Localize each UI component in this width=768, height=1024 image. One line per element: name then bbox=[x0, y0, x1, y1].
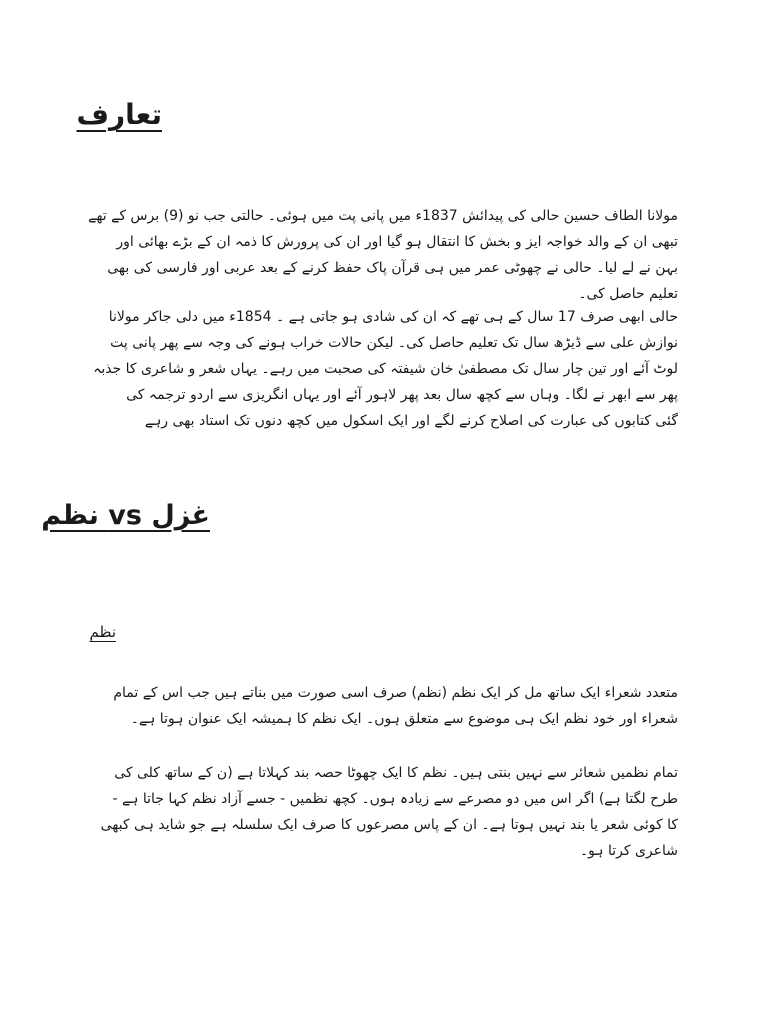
nazm-paragraph-2 bbox=[88, 760, 678, 864]
paragraph-line: بہن نے لے لیا۔ حالی نے چھوٹی عمر میں ہی قرآن پاک حفظ کرنے کے بعد عربی اور فارسی کی بھی bbox=[107, 260, 678, 276]
intro-paragraph-1 bbox=[88, 203, 678, 307]
compare-heading: غزل vs نظم bbox=[41, 500, 210, 531]
paragraph-line: مولانا الطاف حسین حالی کی پیدائش 1837ء میں پانی پت میں ہوئی۔ حالتی جب نو (9) برس کے تھے bbox=[88, 208, 678, 224]
intro-paragraph-2 bbox=[88, 304, 678, 434]
paragraph-line: نوازش علی سے ڈیڑھ سال تک تعلیم حاصل کی۔ لیکن حالات خراب ہونے کی وجہ سے پھر پانی پت bbox=[110, 335, 678, 351]
paragraph-line: گئی کتابوں کی عبارت کی اصلاح کرنے لگے اور ایک اسکول میں کچھ دنوں تک استاد بھی رہے bbox=[144, 413, 678, 429]
paragraph-line: تمام نظمیں شعائر سے نہیں بنتی ہیں۔ نظم کا ایک چھوٹا حصہ بند کہلاتا ہے (ن کے ساتھ کلی کی bbox=[114, 765, 678, 781]
paragraph-line: پھر سے ابھر نے لگا۔ وہاں سے کچھ سال بعد پھر لاہور آئے اور یہاں انگریزی سے اردو ترجمہ کی bbox=[126, 387, 678, 403]
paragraph-line: متعدد شعراء ایک ساتھ مل کر ایک نظم (نظم) صرف اسی صورت میں بناتے ہیں جب اس کے تمام bbox=[113, 685, 678, 701]
paragraph-line: شاعری کرتا ہو۔ bbox=[579, 843, 678, 859]
nazm-paragraph-1 bbox=[88, 680, 678, 732]
paragraph-line: تعلیم حاصل کی۔ bbox=[578, 286, 678, 302]
paragraph-line: حالی ابھی صرف 17 سال کے ہی تھے کہ ان کی شادی ہو جاتی ہے ۔ 1854ء میں دلی جاکر مولانا bbox=[108, 309, 678, 325]
intro-heading: تعارف bbox=[76, 98, 162, 131]
paragraph-line: کا کوئی شعر یا بند نہیں ہوتا ہے۔ ان کے پاس مصرعوں کا صرف ایک سلسلہ ہے جو شاید ہی کبھی bbox=[100, 817, 678, 833]
paragraph-line: تبھی ان کے والد خواجہ ایز و بخش کا انتقال ہو گیا اور ان کی پرورش کا ذمہ ان کے بڑے بھائی اور bbox=[116, 234, 678, 250]
paragraph-line: طرح لگتا ہے) اگر اس میں دو مصرعے سے زیادہ ہوں۔ کچھ نظمیں - جسے آزاد نظم کہا جاتا ہے - bbox=[112, 791, 678, 807]
paragraph-line: لوٹ آئے اور تین چار سال تک مصطفیٰ خان شیفتہ کی صحبت میں رہے۔ یہاں شعر و شاعری کا جذبہ bbox=[93, 361, 678, 377]
nazm-subheading: نظم bbox=[89, 623, 116, 641]
paragraph-line: شعراء اور خود نظم ایک ہی موضوع سے متعلق ہوں۔ ایک نظم کا ہمیشہ ایک عنوان ہوتا ہے۔ bbox=[130, 711, 678, 727]
